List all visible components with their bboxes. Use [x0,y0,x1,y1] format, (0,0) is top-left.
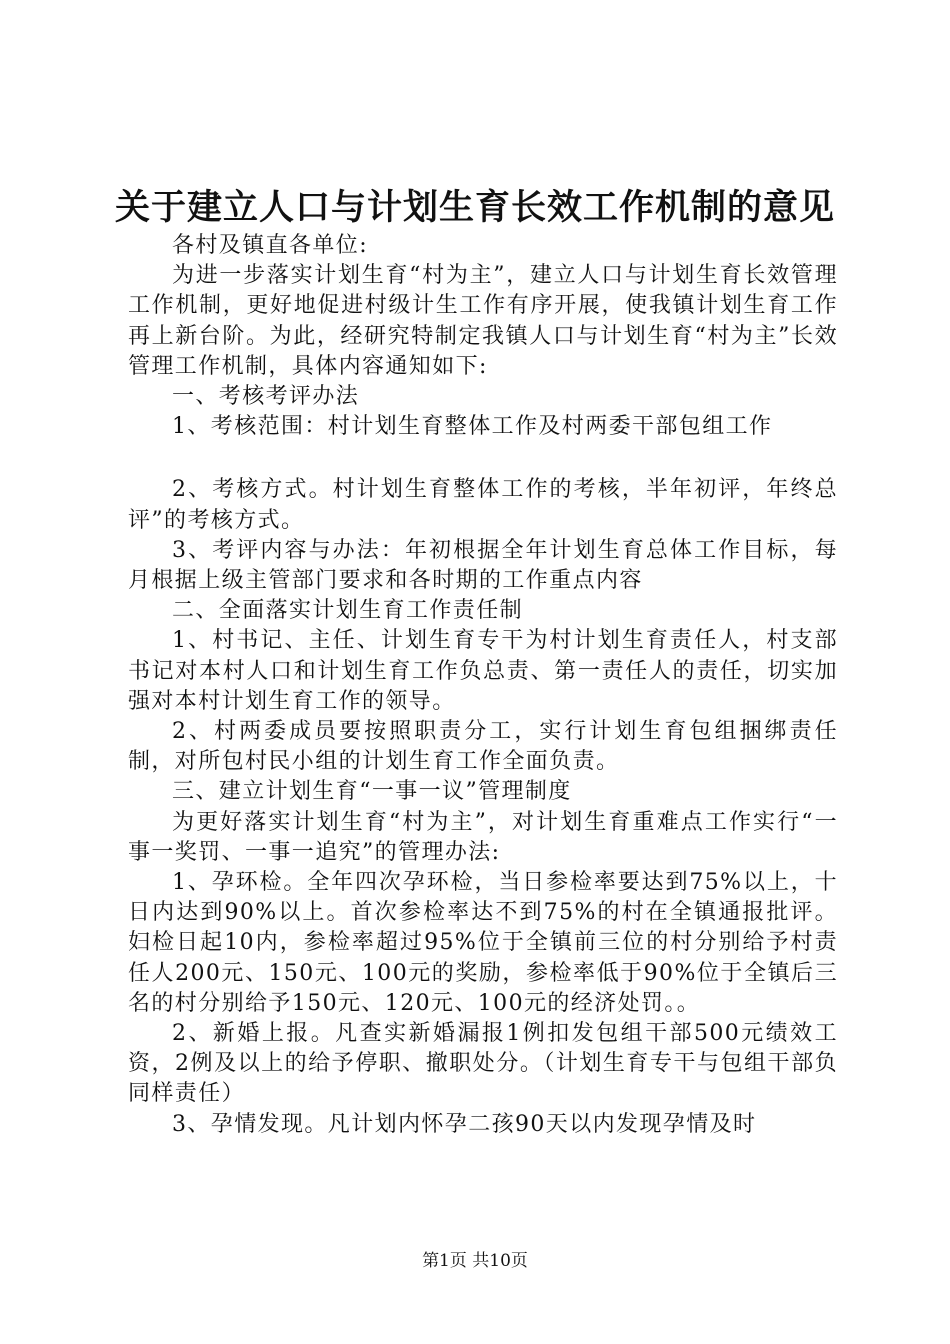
paragraph-item: 2、新婚上报。凡查实新婚漏报1例扣发包组干部500元绩效工资，2例及以上的给予停职、撤职处分。（计划生育专干与包组干部负同样责任） [128,1021,838,1107]
document-title: 关于建立人口与计划生育长效工作机制的意见 [114,187,835,228]
paragraph-item: 1、孕环检。全年四次孕环检，当日参检率要达到75%以上，十日内达到90%以上。首次参检率达不到75%的村在全镇通报批评。妇检日起10内，参检率超过95%位于全镇前三位的村分别给予村责任人200元、150元、100元的奖励，参检率低于90%位于全镇后三名的村分别给予150元、120元、100元的经济处罚。。 [128,870,838,1016]
paragraph-item: 3、孕情发现。凡计划内怀孕二孩90天以内发现孕情及时 [172,1111,757,1137]
heading-section-3: 三、建立计划生育“一事一议”管理制度 [172,779,572,805]
paragraph-item: 2、村两委成员要按照职责分工，实行计划生育包组捆绑责任制，对所包村民小组的计划生育工作全面负责。 [128,719,838,775]
document-body [128,231,838,1140]
page-indicator: 第1页 共10页 [422,1251,528,1271]
paragraph-item: 1、村书记、主任、计划生育专干为村计划生育责任人，村支部书记对本村人口和计划生育工作负总责、第一责任人的责任，切实加强对本村计划生育工作的领导。 [128,628,838,714]
paragraph-salutation: 各村及镇直各单位: [172,233,369,258]
paragraph-item: 3、考评内容与办法：年初根据全年计划生育总体工作目标，每月根据上级主管部门要求和各时期的工作重点内容 [128,537,838,594]
paragraph-item: 为更好落实计划生育“村为主”，对计划生育重难点工作实行“一事一奖罚、一事一追究”的管理办法: [128,809,838,865]
paragraph-item: 1、考核范围：村计划生育整体工作及村两委干部包组工作 [172,414,773,440]
heading-section-2: 二、全面落实计划生育工作责任制 [172,598,524,624]
heading-section-1: 一、考核考评办法 [172,384,360,410]
paragraph-item: 2、考核方式。村计划生育整体工作的考核，半年初评，年终总评”的考核方式。 [128,477,838,533]
paragraph-intro: 为进一步落实计划生育“村为主”，建立人口与计划生育长效管理工作机制，更好地促进村级计生工作有序开展，使我镇计划生育工作再上新台阶。为此，经研究特制定我镇人口与计划生育“村为主”长效管理工作机制，具体内容通知如下: [128,263,838,379]
